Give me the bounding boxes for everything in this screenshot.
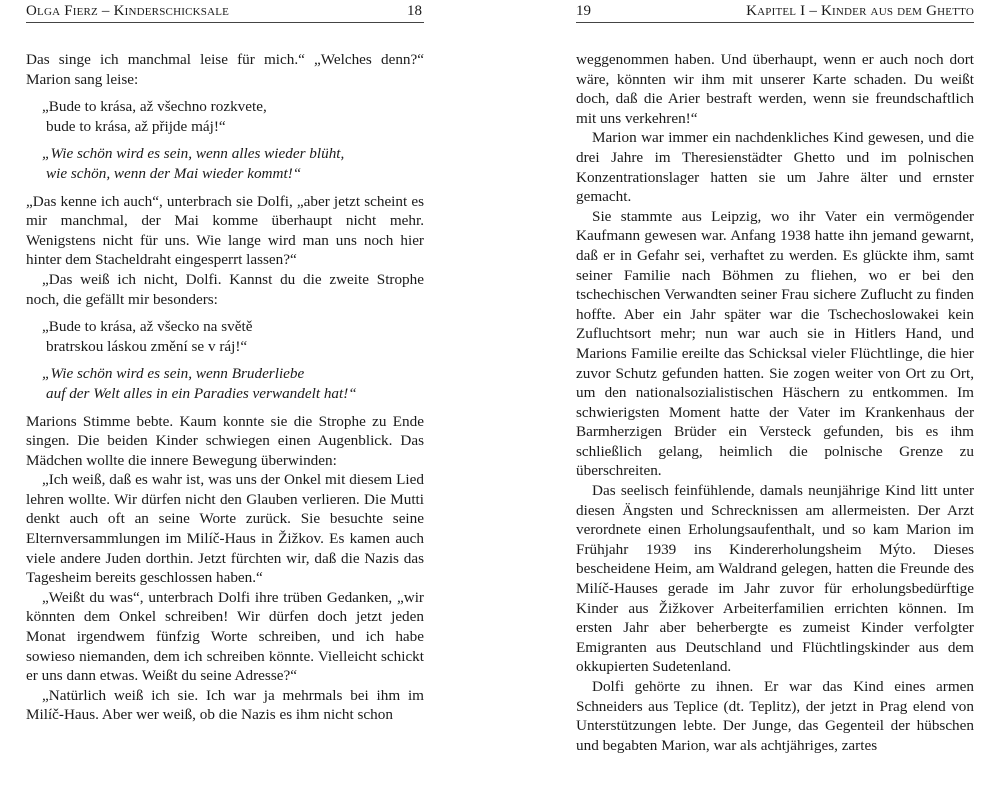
paragraph: „Ich weiß, daß es wahr ist, was uns der Onkel mit diesem Lied lehren wollte. Wir dürfen nicht den Glauben verlieren. Die Mutti denkt auch oft an seine Worte zurück. Sie besuchte seine Elternversammlungen im Milíč-Haus in Žižkov. Es kamen auch viele andere Juden dorthin. Jetzt fürchten wir, daß die Nazis das Tagesheim bereits geschlossen haben.“ (26, 471, 424, 587)
right-page-number: 19 (576, 3, 591, 19)
right-body-text (576, 50, 974, 755)
verse-line: „Wie schön wird es sein, wenn alles wieder blüht, (42, 145, 345, 163)
paragraph: Sie stammte aus Leipzig, wo ihr Vater ein vermögender Kaufmann gewesen war. Anfang 1938 hatte ihn jemand gewarnt, daß er in Gefahr sei, verhaftet zu werden. Es glückte ihm, samt seiner Familie nach Böhmen zu fliehen, wo er bei den tschechischen Verwandten seiner Frau sichere Zuflucht zu finden hoffte. Aber ein Jahr später war die Tschechoslowakei kein Zufluchtsort mehr; nun war auch sie in Hitlers Hand, und Marions Familie ereilte das Schicksal vieler Flüchtlinge, die hier zuvor Schutz gefunden hatten. Sie zogen weiter von Ort zu Ort, um den nationalsozialistischen Häschern zu entkommen. Im schwierigsten Moment hatte der Vater im Krankenhaus der Barmherzigen Brüder ein Versteck gefunden, bis es ihm schließlich gelang, heimlich die polnische Grenze zu überschreiten. (576, 207, 974, 480)
right-running-header (576, 2, 974, 23)
left-running-header (26, 2, 424, 23)
verse-german-1 (26, 144, 424, 183)
left-page (26, 0, 424, 800)
verse-line: wie schön, wenn der Mai wieder kommt!“ (46, 164, 302, 182)
right-header-title: Kapitel I – Kinder aus dem Ghetto (746, 3, 974, 19)
verse-line: „Wie schön wird es sein, wenn Bruderliebe (42, 365, 305, 383)
verse-german-2 (26, 364, 424, 403)
paragraph: „Das weiß ich nicht, Dolfi. Kannst du die zweite Strophe noch, die gefällt mir besonders: (26, 270, 424, 308)
verse-czech-1 (26, 97, 424, 136)
paragraph: Marion war immer ein nachdenkliches Kind gewesen, und die drei Jahre im Theresienstädter Ghetto und im polnischen Konzentrationslager hatten sie um Jahre älter und ernster gemacht. (576, 129, 974, 206)
verse-czech-2 (26, 317, 424, 356)
verse-line: „Bude to krása, až všecko na světě (42, 318, 253, 336)
verse-line: „Bude to krása, až všechno rozkvete, (42, 98, 267, 116)
verse-line: bude to krása, až přijde máj!“ (46, 117, 226, 135)
left-header-title: Olga Fierz – Kinderschicksale (26, 3, 230, 19)
paragraph: „Das kenne ich auch“, unterbrach sie Dolfi, „aber jetzt scheint es mir manchmal, der Mai komme überhaupt nicht mehr. Wenigstens nicht für uns. Wie lange wird man uns noch hier hinter dem Stacheldraht eingesperrt lassen?“ (26, 192, 424, 269)
paragraph: Das seelisch feinfühlende, damals neunjährige Kind litt unter diesen Ängsten und Schrecknissen am allermeisten. Der Arzt verordnete einen Erholungsaufenthalt, und so kam Marion im Frühjahr 1939 ins Kindererholungsheim Mýto. Dieses bescheidene Heim, am Waldrand gelegen, hatten die Freunde des Milíč-Hauses gerade im Jahr zuvor für erholungsbedürftige Kinder aus Žižkover Arbeiterfamilien errichten können. Im ersten Jahr aber beherbergte es zumeist Kinder verfolgter Emigranten aus Deutschland und Flüchtlingskinder aus dem okkupierten Sudetenland. (576, 482, 974, 676)
right-page (576, 0, 974, 800)
paragraph: Dolfi gehörte zu ihnen. Er war das Kind eines armen Schneiders aus Teplice (dt. Teplitz), der jetzt in Prag elend von Unterstützungen lebte. Der Junge, das Gegenteil der hübschen und begabten Marion, war als achtjähriges, zartes (576, 678, 974, 754)
paragraph: Marions Stimme bebte. Kaum konnte sie die Strophe zu Ende singen. Die beiden Kinder schwiegen einen Augenblick. Das Mädchen wollte die innere Bewegung überwinden: (26, 412, 424, 469)
left-body-text (26, 50, 424, 725)
paragraph: weggenommen haben. Und überhaupt, wenn er auch noch dort wäre, könnten wir ihm mit unserer Karte schaden. Du weißt doch, daß die Arier bestraft werden, wenn sie freundschaftlich mit uns verkehren!“ (576, 51, 974, 127)
left-page-number: 18 (407, 3, 422, 19)
paragraph: „Natürlich weiß ich sie. Ich war ja mehrmals bei ihm im Milíč-Haus. Aber wer weiß, ob die Nazis es ihm nicht schon (26, 686, 424, 724)
verse-line: auf der Welt alles in ein Paradies verwandelt hat!“ (46, 384, 357, 402)
paragraph: „Weißt du was“, unterbrach Dolfi ihre trüben Gedanken, „wir könnten dem Onkel schreiben! Wir dürfen doch jetzt jeden Monat irgendwem fünfzig Worte schreiben, und ich habe sowieso niemanden, dem ich schreiben könnte. Vielleicht schickt er uns dann etwas. Weißt du seine Adresse?“ (26, 588, 424, 685)
verse-line: bratrskou láskou změní se v ráj!“ (46, 337, 248, 355)
paragraph: Das singe ich manchmal leise für mich.“ „Welches denn?“ Marion sang leise: (26, 51, 424, 88)
